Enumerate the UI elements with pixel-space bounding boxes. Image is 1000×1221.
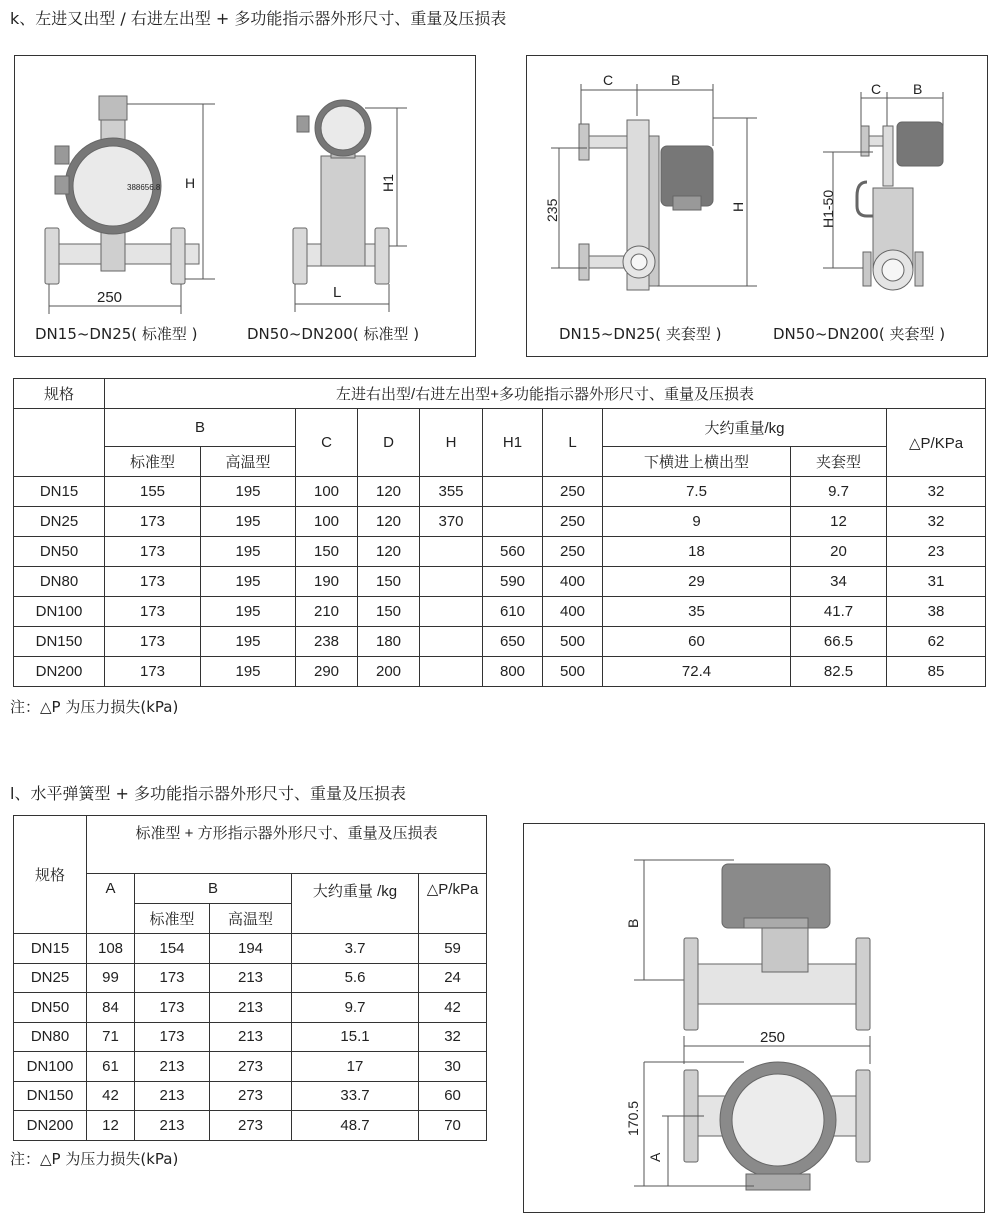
horizontal-spring-drawing-box bbox=[523, 823, 985, 1213]
d-header: D bbox=[358, 409, 420, 477]
fig4-c-label: C bbox=[871, 81, 882, 97]
k-table-cell: 100 bbox=[296, 477, 358, 507]
k-table-cell: 800 bbox=[483, 657, 543, 687]
k-table-cell: 120 bbox=[358, 537, 420, 567]
fig4-caption: DN50~DN200( 夹套型 ) bbox=[773, 325, 946, 343]
k-table-cell: 355 bbox=[420, 477, 483, 507]
section-k-note: 注：△P 为压力损失(kPa) bbox=[10, 698, 179, 716]
fig3-b-label: B bbox=[671, 72, 681, 88]
k-table-row bbox=[14, 537, 986, 567]
l-table-cell: 213 bbox=[210, 993, 292, 1023]
k-table-cell: 150 bbox=[358, 597, 420, 627]
k-table-cell: DN80 bbox=[14, 567, 105, 597]
l-spec-header: 规格 bbox=[14, 816, 87, 934]
k-table-cell: 250 bbox=[543, 537, 603, 567]
l-dp-header: △P/kPa bbox=[419, 874, 487, 934]
fig1-width-label: 250 bbox=[97, 289, 123, 306]
k-table-row bbox=[14, 567, 986, 597]
fig2-height-label: H1 bbox=[380, 174, 396, 192]
k-table-cell: 190 bbox=[296, 567, 358, 597]
k-table-cell: 195 bbox=[201, 507, 296, 537]
spec-blank bbox=[14, 409, 105, 477]
fig2-width-label: L bbox=[333, 284, 342, 301]
l-table-cell: 9.7 bbox=[292, 993, 419, 1023]
k-table-cell: DN25 bbox=[14, 507, 105, 537]
table-title: 左进右出型/右进左出型+多功能指示器外形尺寸、重量及压损表 bbox=[105, 379, 986, 409]
k-table-cell: 150 bbox=[358, 567, 420, 597]
k-table-cell: 173 bbox=[105, 537, 201, 567]
h-header: H bbox=[420, 409, 483, 477]
k-table-cell: 155 bbox=[105, 477, 201, 507]
section-k-table-body bbox=[14, 477, 986, 687]
k-table-cell: 195 bbox=[201, 657, 296, 687]
l-table-cell: 213 bbox=[135, 1111, 210, 1141]
fig3-height-label: H bbox=[730, 201, 746, 212]
l-b-standard-header: 标准型 bbox=[135, 904, 210, 934]
section-l-heading: l、水平弹簧型 + 多功能指示器外形尺寸、重量及压损表 bbox=[10, 784, 407, 803]
k-table-cell bbox=[483, 507, 543, 537]
k-table-cell bbox=[483, 477, 543, 507]
k-table-cell: 400 bbox=[543, 567, 603, 597]
weight-horizontal-header: 下横进上横出型 bbox=[603, 447, 791, 477]
fig1-caption: DN15~DN25( 标准型 ) bbox=[35, 325, 198, 343]
k-table-cell: 250 bbox=[543, 477, 603, 507]
l-table-cell: 213 bbox=[210, 1022, 292, 1052]
l-table-cell: 17 bbox=[292, 1052, 419, 1082]
l-table-cell: DN25 bbox=[14, 963, 87, 993]
b-hightemp-header: 高温型 bbox=[201, 447, 296, 477]
l-table-cell: 33.7 bbox=[292, 1081, 419, 1111]
k-table-cell: 238 bbox=[296, 627, 358, 657]
l-table-cell: DN80 bbox=[14, 1022, 87, 1052]
dp-header: △P/KPa bbox=[887, 409, 986, 477]
k-table-cell: 200 bbox=[358, 657, 420, 687]
section-k-heading: k、左进又出型 / 右进左出型 + 多功能指示器外形尺寸、重量及压损表 bbox=[10, 9, 507, 28]
l-table-cell: 15.1 bbox=[292, 1022, 419, 1052]
k-table-cell: 500 bbox=[543, 627, 603, 657]
k-table-cell: 32 bbox=[887, 477, 986, 507]
l-fig-b-label: B bbox=[625, 918, 641, 928]
k-table-cell bbox=[420, 597, 483, 627]
l-table-cell: 173 bbox=[135, 963, 210, 993]
k-table-cell: 18 bbox=[603, 537, 791, 567]
k-table-cell: 195 bbox=[201, 567, 296, 597]
fig1-height-label: H bbox=[185, 175, 196, 191]
l-table-cell: DN100 bbox=[14, 1052, 87, 1082]
k-table-cell: 31 bbox=[887, 567, 986, 597]
l-table-cell: DN200 bbox=[14, 1111, 87, 1141]
l-table-title: 标准型 + 方形指示器外形尺寸、重量及压损表 bbox=[87, 816, 487, 874]
k-table-cell: 66.5 bbox=[791, 627, 887, 657]
k-table-cell: 7.5 bbox=[603, 477, 791, 507]
l-table-cell: 32 bbox=[419, 1022, 487, 1052]
l-fig-width-label: 250 bbox=[760, 1029, 786, 1046]
section-l-table bbox=[13, 815, 487, 1141]
k-table-cell: 610 bbox=[483, 597, 543, 627]
l-table-cell: 108 bbox=[87, 934, 135, 964]
k-table-cell bbox=[420, 657, 483, 687]
l-table-cell: 173 bbox=[135, 993, 210, 1023]
k-table-cell: 100 bbox=[296, 507, 358, 537]
l-table-cell: 30 bbox=[419, 1052, 487, 1082]
l-table-cell: DN150 bbox=[14, 1081, 87, 1111]
l-table-cell: DN15 bbox=[14, 934, 87, 964]
l-table-cell: 5.6 bbox=[292, 963, 419, 993]
k-table-cell: 35 bbox=[603, 597, 791, 627]
l-table-cell: 213 bbox=[135, 1052, 210, 1082]
k-table-cell: 500 bbox=[543, 657, 603, 687]
k-table-cell bbox=[420, 567, 483, 597]
l-table-cell: 70 bbox=[419, 1111, 487, 1141]
k-table-row bbox=[14, 657, 986, 687]
l-table-cell: 12 bbox=[87, 1111, 135, 1141]
l-table-cell: 213 bbox=[210, 963, 292, 993]
l-a-header: A bbox=[87, 874, 135, 934]
l-table-row bbox=[14, 963, 487, 993]
k-table-cell: 590 bbox=[483, 567, 543, 597]
fig3-side-label: 235 bbox=[544, 198, 560, 222]
l-table-row bbox=[14, 1081, 487, 1111]
fig3-caption: DN15~DN25( 夹套型 ) bbox=[559, 325, 722, 343]
k-table-row bbox=[14, 597, 986, 627]
k-table-cell: 195 bbox=[201, 627, 296, 657]
k-table-cell: 32 bbox=[887, 507, 986, 537]
l-b-hightemp-header: 高温型 bbox=[210, 904, 292, 934]
l-table-cell: 194 bbox=[210, 934, 292, 964]
k-table-cell: 400 bbox=[543, 597, 603, 627]
jacket-type-drawings bbox=[527, 56, 987, 356]
k-table-cell: 85 bbox=[887, 657, 986, 687]
l-table-cell: 154 bbox=[135, 934, 210, 964]
svg-text:388656.8: 388656.8 bbox=[127, 183, 161, 192]
k-table-cell: 195 bbox=[201, 477, 296, 507]
fig4-b-label: B bbox=[913, 81, 923, 97]
weight-header: 大约重量/kg bbox=[603, 409, 887, 447]
l-table-cell: 273 bbox=[210, 1081, 292, 1111]
k-table-row bbox=[14, 477, 986, 507]
l-table-cell: 99 bbox=[87, 963, 135, 993]
standard-type-drawing-box bbox=[14, 55, 476, 357]
l-table-cell: 61 bbox=[87, 1052, 135, 1082]
k-table-cell: 72.4 bbox=[603, 657, 791, 687]
l-table-cell: 273 bbox=[210, 1052, 292, 1082]
k-table-cell: 173 bbox=[105, 627, 201, 657]
k-table-cell: 82.5 bbox=[791, 657, 887, 687]
k-table-cell: 173 bbox=[105, 567, 201, 597]
k-table-cell: 150 bbox=[296, 537, 358, 567]
k-table-cell: 29 bbox=[603, 567, 791, 597]
k-table-cell: DN100 bbox=[14, 597, 105, 627]
k-table-cell: 41.7 bbox=[791, 597, 887, 627]
fig3-c-label: C bbox=[603, 72, 614, 88]
horizontal-spring-drawings bbox=[524, 824, 984, 1212]
l-table-cell: 3.7 bbox=[292, 934, 419, 964]
l-fig-total-label: 170.5 bbox=[625, 1100, 641, 1136]
l-header: L bbox=[543, 409, 603, 477]
k-table-cell: 23 bbox=[887, 537, 986, 567]
k-table-cell: 120 bbox=[358, 507, 420, 537]
k-table-cell: 370 bbox=[420, 507, 483, 537]
k-table-cell: 250 bbox=[543, 507, 603, 537]
section-l-note: 注：△P 为压力损失(kPa) bbox=[10, 1150, 179, 1168]
l-table-cell: 60 bbox=[419, 1081, 487, 1111]
spec-header: 规格 bbox=[14, 379, 105, 409]
weight-jacket-header: 夹套型 bbox=[791, 447, 887, 477]
l-table-cell: 42 bbox=[419, 993, 487, 1023]
standard-dn15-dn25-drawing bbox=[15, 56, 475, 356]
l-table-cell: DN50 bbox=[14, 993, 87, 1023]
l-table-cell: 71 bbox=[87, 1022, 135, 1052]
k-table-row bbox=[14, 627, 986, 657]
l-table-row bbox=[14, 1022, 487, 1052]
k-table-cell: DN150 bbox=[14, 627, 105, 657]
h1-header: H1 bbox=[483, 409, 543, 477]
l-table-cell: 42 bbox=[87, 1081, 135, 1111]
k-table-cell: 38 bbox=[887, 597, 986, 627]
k-table-cell: 173 bbox=[105, 507, 201, 537]
k-table-cell: 120 bbox=[358, 477, 420, 507]
k-table-cell: 560 bbox=[483, 537, 543, 567]
k-table-cell: 9 bbox=[603, 507, 791, 537]
k-table-cell: 195 bbox=[201, 537, 296, 567]
l-fig-a-label: A bbox=[647, 1152, 663, 1162]
k-table-cell bbox=[420, 627, 483, 657]
k-table-cell bbox=[420, 537, 483, 567]
k-table-cell: 195 bbox=[201, 597, 296, 627]
k-table-cell: 173 bbox=[105, 597, 201, 627]
jacket-type-drawing-box bbox=[526, 55, 988, 357]
c-header: C bbox=[296, 409, 358, 477]
section-k-table bbox=[13, 378, 986, 687]
l-weight-header: 大约重量 /kg bbox=[292, 874, 419, 934]
k-table-cell: 34 bbox=[791, 567, 887, 597]
k-table-cell: 173 bbox=[105, 657, 201, 687]
k-table-cell: 650 bbox=[483, 627, 543, 657]
k-table-cell: 60 bbox=[603, 627, 791, 657]
fig2-caption: DN50~DN200( 标准型 ) bbox=[247, 325, 420, 343]
k-table-cell: DN15 bbox=[14, 477, 105, 507]
fig4-height-label: H1-50 bbox=[820, 189, 836, 228]
section-l-table-body bbox=[14, 934, 487, 1141]
k-table-cell: 12 bbox=[791, 507, 887, 537]
l-table-cell: 173 bbox=[135, 1022, 210, 1052]
l-table-cell: 84 bbox=[87, 993, 135, 1023]
l-table-cell: 59 bbox=[419, 934, 487, 964]
k-table-cell: 290 bbox=[296, 657, 358, 687]
l-table-cell: 24 bbox=[419, 963, 487, 993]
l-table-cell: 273 bbox=[210, 1111, 292, 1141]
k-table-cell: DN200 bbox=[14, 657, 105, 687]
k-table-row bbox=[14, 507, 986, 537]
b-header: B bbox=[105, 409, 296, 447]
k-table-cell: 20 bbox=[791, 537, 887, 567]
k-table-cell: 62 bbox=[887, 627, 986, 657]
l-table-cell: 48.7 bbox=[292, 1111, 419, 1141]
l-table-row bbox=[14, 1111, 487, 1141]
k-table-cell: 180 bbox=[358, 627, 420, 657]
l-b-header: B bbox=[135, 874, 292, 904]
k-table-cell: DN50 bbox=[14, 537, 105, 567]
l-table-cell: 213 bbox=[135, 1081, 210, 1111]
k-table-cell: 210 bbox=[296, 597, 358, 627]
l-table-row bbox=[14, 934, 487, 964]
l-table-row bbox=[14, 1052, 487, 1082]
k-table-cell: 9.7 bbox=[791, 477, 887, 507]
l-table-row bbox=[14, 993, 487, 1023]
b-standard-header: 标准型 bbox=[105, 447, 201, 477]
